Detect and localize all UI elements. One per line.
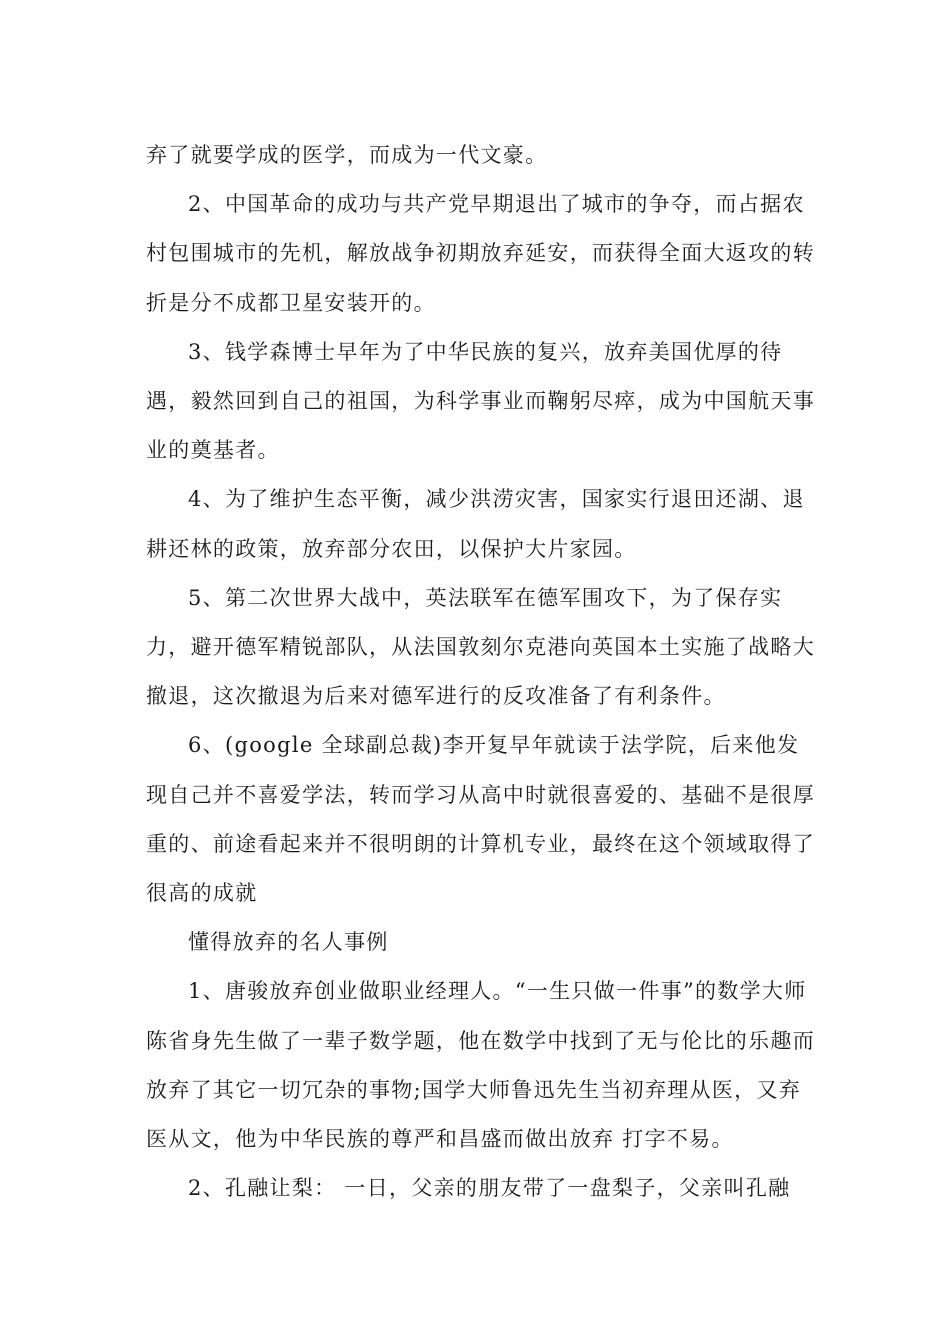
paragraph-example-1: 1、唐骏放弃创业做职业经理人。“一生只做一件事”的数学大师陈省身先生做了一辈子数学题，他在数学中找到了无与伦比的乐趣而放弃了其它一切冗杂的事物;国学大师鲁迅先生当初弃理从医，又弃医从文，他为中华民族的尊严和昌盛而做出放弃 打字不易。 (146, 979, 815, 1152)
document-body (146, 131, 818, 1213)
paragraph-item-5: 5、第二次世界大战中，英法联军在德军围攻下，为了保存实力，避开德军精锐部队，从法国敦刻尔克港向英国本土实施了战略大撤退，这次撤退为后来对德军进行的反攻准备了有利条件。 (146, 585, 815, 709)
paragraph-example-2: 2、孔融让梨： 一日，父亲的朋友带了一盘梨子，父亲叫孔融 (188, 1176, 791, 1201)
section-heading: 懂得放弃的名人事例 (188, 930, 389, 955)
paragraph-continuation: 弃了就要学成的医学，而成为一代文豪。 (146, 143, 548, 167)
paragraph-item-6: 6、(google 全球副总裁)李开复早年就读于法学院，后来他发现自己并不喜爱学法，转而学习从高中时就很喜爱的、基础不是很厚重的、前途看起来并不很明朗的计算机专业，最终在这个领域取得了很高的成就 (146, 733, 815, 906)
paragraph-item-3: 3、钱学森博士早年为了中华民族的复兴，放弃美国优厚的待遇，毅然回到自己的祖国，为科学事业而鞠躬尽瘁，成为中国航天事业的奠基者。 (146, 339, 815, 463)
paragraph-item-4: 4、为了维护生态平衡，减少洪涝灾害，国家实行退田还湖、退耕还林的政策，放弃部分农田，以保护大片家园。 (146, 487, 805, 561)
paragraph-item-2: 2、中国革命的成功与共产党早期退出了城市的争夺，而占据农村包围城市的先机，解放战争初期放弃延安，而获得全面大返攻的转折是分不成都卫星安装开的。 (146, 192, 815, 315)
